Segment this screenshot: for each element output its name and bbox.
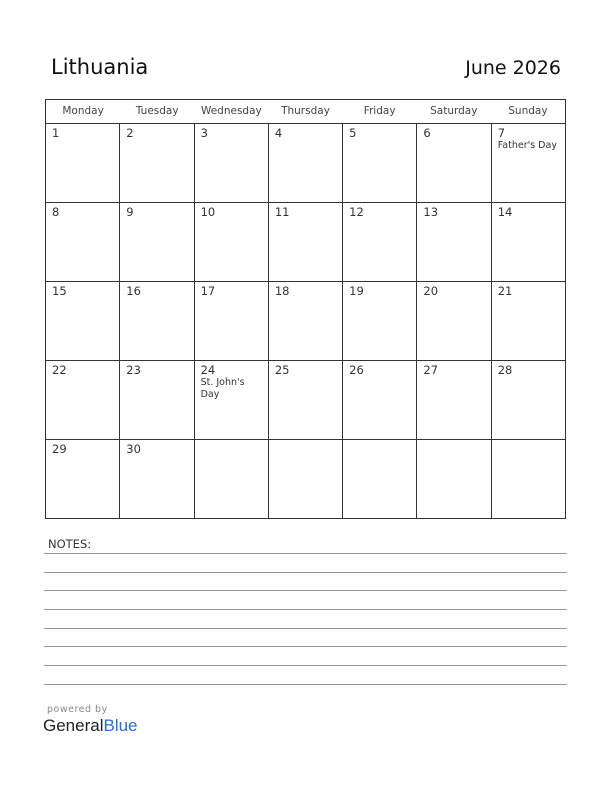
day-cell xyxy=(417,361,491,439)
day-number: 5 xyxy=(349,126,357,140)
day-cell xyxy=(343,440,417,518)
day-number: 22 xyxy=(52,363,67,377)
day-cell xyxy=(120,361,194,439)
day-cell xyxy=(120,282,194,360)
brand-blue: Blue xyxy=(103,716,138,735)
day-number: 6 xyxy=(423,126,431,140)
notes-label: NOTES: xyxy=(48,537,92,551)
day-cell xyxy=(417,440,491,518)
day-number: 16 xyxy=(126,284,141,298)
day-cell xyxy=(120,440,194,518)
day-cell xyxy=(195,203,269,281)
weekday-monday: Monday xyxy=(62,105,104,117)
day-cell xyxy=(417,203,491,281)
day-cell xyxy=(492,203,565,281)
day-cell xyxy=(492,282,565,360)
day-number: 15 xyxy=(52,284,67,298)
day-number: 10 xyxy=(200,205,216,219)
country-title: Lithuania xyxy=(51,55,149,79)
day-number: 11 xyxy=(274,205,290,219)
day-number: 19 xyxy=(349,284,364,298)
day-cell xyxy=(195,440,269,518)
brand-general: General xyxy=(43,716,104,735)
week-row xyxy=(46,124,565,203)
day-number: 18 xyxy=(274,284,290,298)
weekday-thursday: Thursday xyxy=(281,105,330,117)
calendar-grid xyxy=(45,99,566,519)
day-number: 24 xyxy=(200,363,216,377)
day-cell xyxy=(269,124,343,202)
day-cell xyxy=(417,282,491,360)
day-number: 1 xyxy=(52,126,60,140)
notes-line xyxy=(44,628,567,629)
week-row xyxy=(46,282,565,361)
weekday-saturday: Saturday xyxy=(430,105,478,117)
day-number: 7 xyxy=(497,126,506,140)
weekday-friday: Friday xyxy=(363,105,396,117)
day-cell xyxy=(46,203,120,281)
week-row xyxy=(46,361,565,440)
day-cell xyxy=(46,440,120,518)
day-number: 4 xyxy=(274,126,283,140)
day-cell xyxy=(492,361,565,439)
day-cell xyxy=(269,203,343,281)
holiday-label: Father's Day xyxy=(497,140,557,151)
day-number: 20 xyxy=(423,284,439,298)
weekday-header xyxy=(46,100,565,124)
week-row xyxy=(46,440,565,518)
day-number: 2 xyxy=(126,126,134,140)
weekday-sunday: Sunday xyxy=(508,105,548,117)
day-cell xyxy=(120,203,194,281)
day-cell xyxy=(343,361,417,439)
day-number: 8 xyxy=(52,205,60,219)
day-number: 17 xyxy=(200,284,216,298)
day-cell xyxy=(492,440,565,518)
day-cell xyxy=(417,124,491,202)
day-cell xyxy=(269,361,343,439)
day-cell xyxy=(46,282,120,360)
notes-line xyxy=(44,684,567,685)
day-number: 21 xyxy=(497,284,513,298)
month-title: June 2026 xyxy=(465,57,561,79)
day-cell xyxy=(46,361,120,439)
day-number: 26 xyxy=(349,363,364,377)
notes-line xyxy=(44,646,567,647)
day-number: 23 xyxy=(126,363,141,377)
weekday-wednesday: Wednesday xyxy=(200,105,262,117)
day-cell xyxy=(195,124,269,202)
day-cell xyxy=(492,124,565,202)
day-cell xyxy=(343,124,417,202)
holiday-label: St. John's Day xyxy=(200,377,245,400)
day-cell xyxy=(343,282,417,360)
notes-line xyxy=(44,590,567,591)
week-row xyxy=(46,203,565,282)
powered-by-text: powered by xyxy=(47,704,108,715)
day-cell xyxy=(195,361,269,439)
day-cell xyxy=(269,440,343,518)
day-number: 12 xyxy=(349,205,364,219)
notes-line xyxy=(44,572,567,573)
notes-line xyxy=(44,609,567,610)
day-number: 14 xyxy=(497,205,513,219)
day-cell xyxy=(120,124,194,202)
day-number: 25 xyxy=(274,363,290,377)
day-cell xyxy=(46,124,120,202)
day-number: 13 xyxy=(423,205,439,219)
day-number: 27 xyxy=(423,363,439,377)
day-cell xyxy=(195,282,269,360)
day-number: 28 xyxy=(497,363,513,377)
day-number: 3 xyxy=(200,126,208,140)
weekday-tuesday: Tuesday xyxy=(135,105,179,117)
day-cell xyxy=(269,282,343,360)
day-number: 29 xyxy=(52,442,67,456)
notes-line xyxy=(44,665,567,666)
notes-line xyxy=(44,553,567,554)
day-number: 30 xyxy=(126,442,141,456)
day-number: 9 xyxy=(126,205,134,219)
day-cell xyxy=(343,203,417,281)
generalblue-logo[interactable] xyxy=(43,716,138,736)
